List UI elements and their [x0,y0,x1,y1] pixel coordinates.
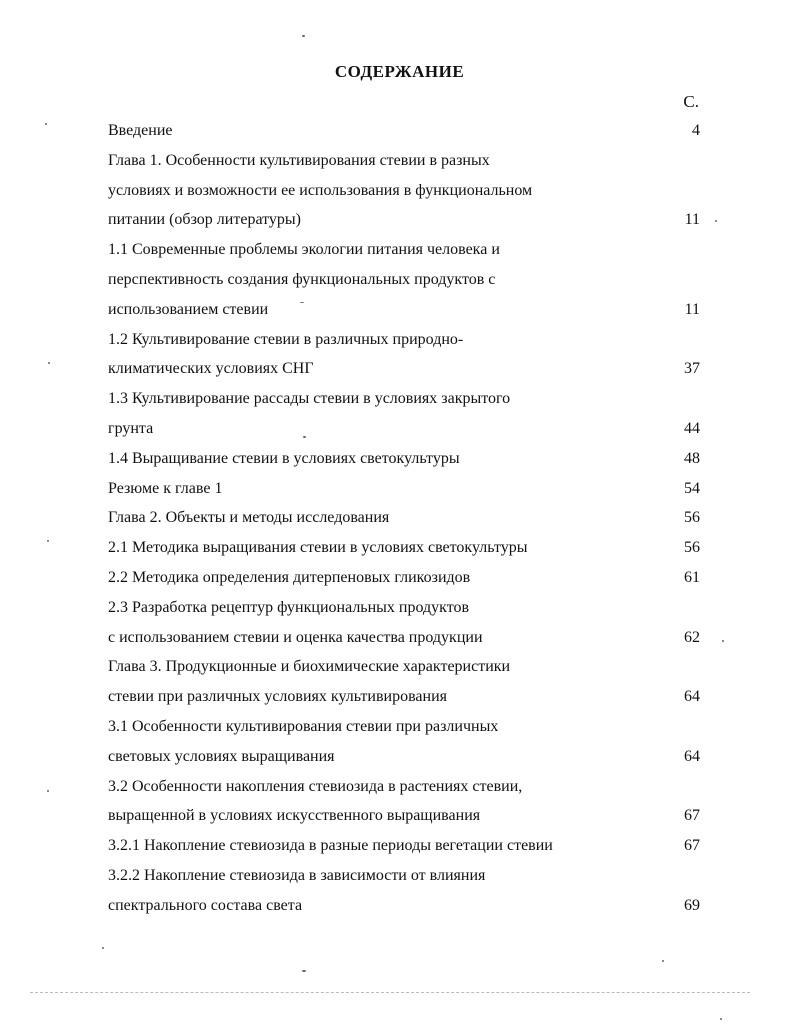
toc-page-number: 64 [684,688,700,706]
toc-entry [108,772,708,832]
toc-page-number: 62 [684,628,700,646]
toc-page-number: 44 [684,419,700,437]
toc-entry-text: 1.3 Культивирование рассады стевии в условиях закрытого [108,390,511,408]
toc-entry [108,146,708,235]
toc-entry [108,712,708,772]
toc-entry-text: 2.1 Методика выращивания стевии в условиях светокультуры [108,539,528,557]
toc-entry-text: 3.2.2 Накопление стевиозида в зависимости от влияния [108,866,486,884]
toc-entry [108,831,708,861]
toc-entry [108,235,708,324]
toc-page-number: 56 [684,509,700,527]
toc-entry [108,652,708,712]
toc-entry [108,474,708,504]
toc-entry [108,533,708,563]
toc-page-number: 64 [684,747,700,765]
toc-page-number: 37 [684,360,700,378]
toc-entry-text: условиях и возможности ее использования в функциональном [108,181,533,199]
toc-entry-text: 2.2 Методика определения дитерпеновых гликозидов [108,568,471,586]
toc-entry [108,325,708,385]
toc-page-number: 56 [684,539,700,557]
toc-page-number: 48 [684,449,700,467]
toc-entry-text: питании (обзор литературы) [108,211,301,229]
toc-entry-text: Введение [108,122,173,139]
page-title: СОДЕРЖАНИЕ [334,62,465,81]
toc-entry-text: климатических условиях СНГ [108,360,314,378]
table-of-contents [108,116,708,921]
toc-entry-text: Глава 1. Особенности культивирования стевии в разных [108,151,490,169]
page-column-label: С. [683,92,699,111]
toc-entry-text: с использованием стевии и оценка качества продукции [108,628,483,646]
toc-entry [108,861,708,921]
toc-entry-text: 3.2 Особенности накопления стевиозида в растениях стевии, [108,777,523,795]
toc-entry [108,563,708,593]
toc-entry-text: 1.1 Современные проблемы экологии питания человека и [108,241,500,259]
toc-entry [108,503,708,533]
toc-entry-text: Глава 3. Продукционные и биохимические характеристики [108,658,511,676]
scan-artifact-line [30,992,750,994]
toc-page-number: 67 [684,837,700,855]
toc-entry-text: световых условиях выращивания [108,747,335,765]
toc-entry-text: спектрального состава света [108,896,303,914]
toc-entry-text: Глава 2. Объекты и методы исследования [108,509,390,527]
toc-entry-text: 3.2.1 Накопление стевиозида в разные периоды вегетации стевии [108,837,553,855]
toc-entry-text: стевии при различных условиях культивирования [108,688,448,706]
toc-entry [108,384,708,444]
toc-page-number: 61 [684,568,700,586]
toc-entry [108,444,708,474]
toc-entry-text: перспективность создания функциональных продуктов с [108,270,496,288]
toc-entry-text: 1.2 Культивирование стевии в различных природно- [108,330,464,348]
toc-entry-text: грунта [108,419,154,437]
toc-page-number: 11 [684,211,700,229]
toc-entry [108,116,708,146]
toc-entry [108,593,708,653]
toc-entry-text: 1.4 Выращивание стевии в условиях светокультуры [108,449,460,467]
toc-page-number: 11 [684,300,700,318]
toc-page-number: 54 [684,479,700,497]
toc-entry-text: 2.3 Разработка рецептур функциональных продуктов [108,598,470,616]
toc-entry-text: использованием стевии [108,300,269,318]
toc-page-number: 4 [692,122,700,139]
toc-entry-text: Резюме к главе 1 [108,479,223,497]
toc-page-number: 69 [684,896,700,914]
toc-entry-text: выращенной в условиях искусственного выращивания [108,807,481,825]
toc-page-number: 67 [684,807,700,825]
toc-entry-text: 3.1 Особенности культивирования стевии при различных [108,717,499,735]
